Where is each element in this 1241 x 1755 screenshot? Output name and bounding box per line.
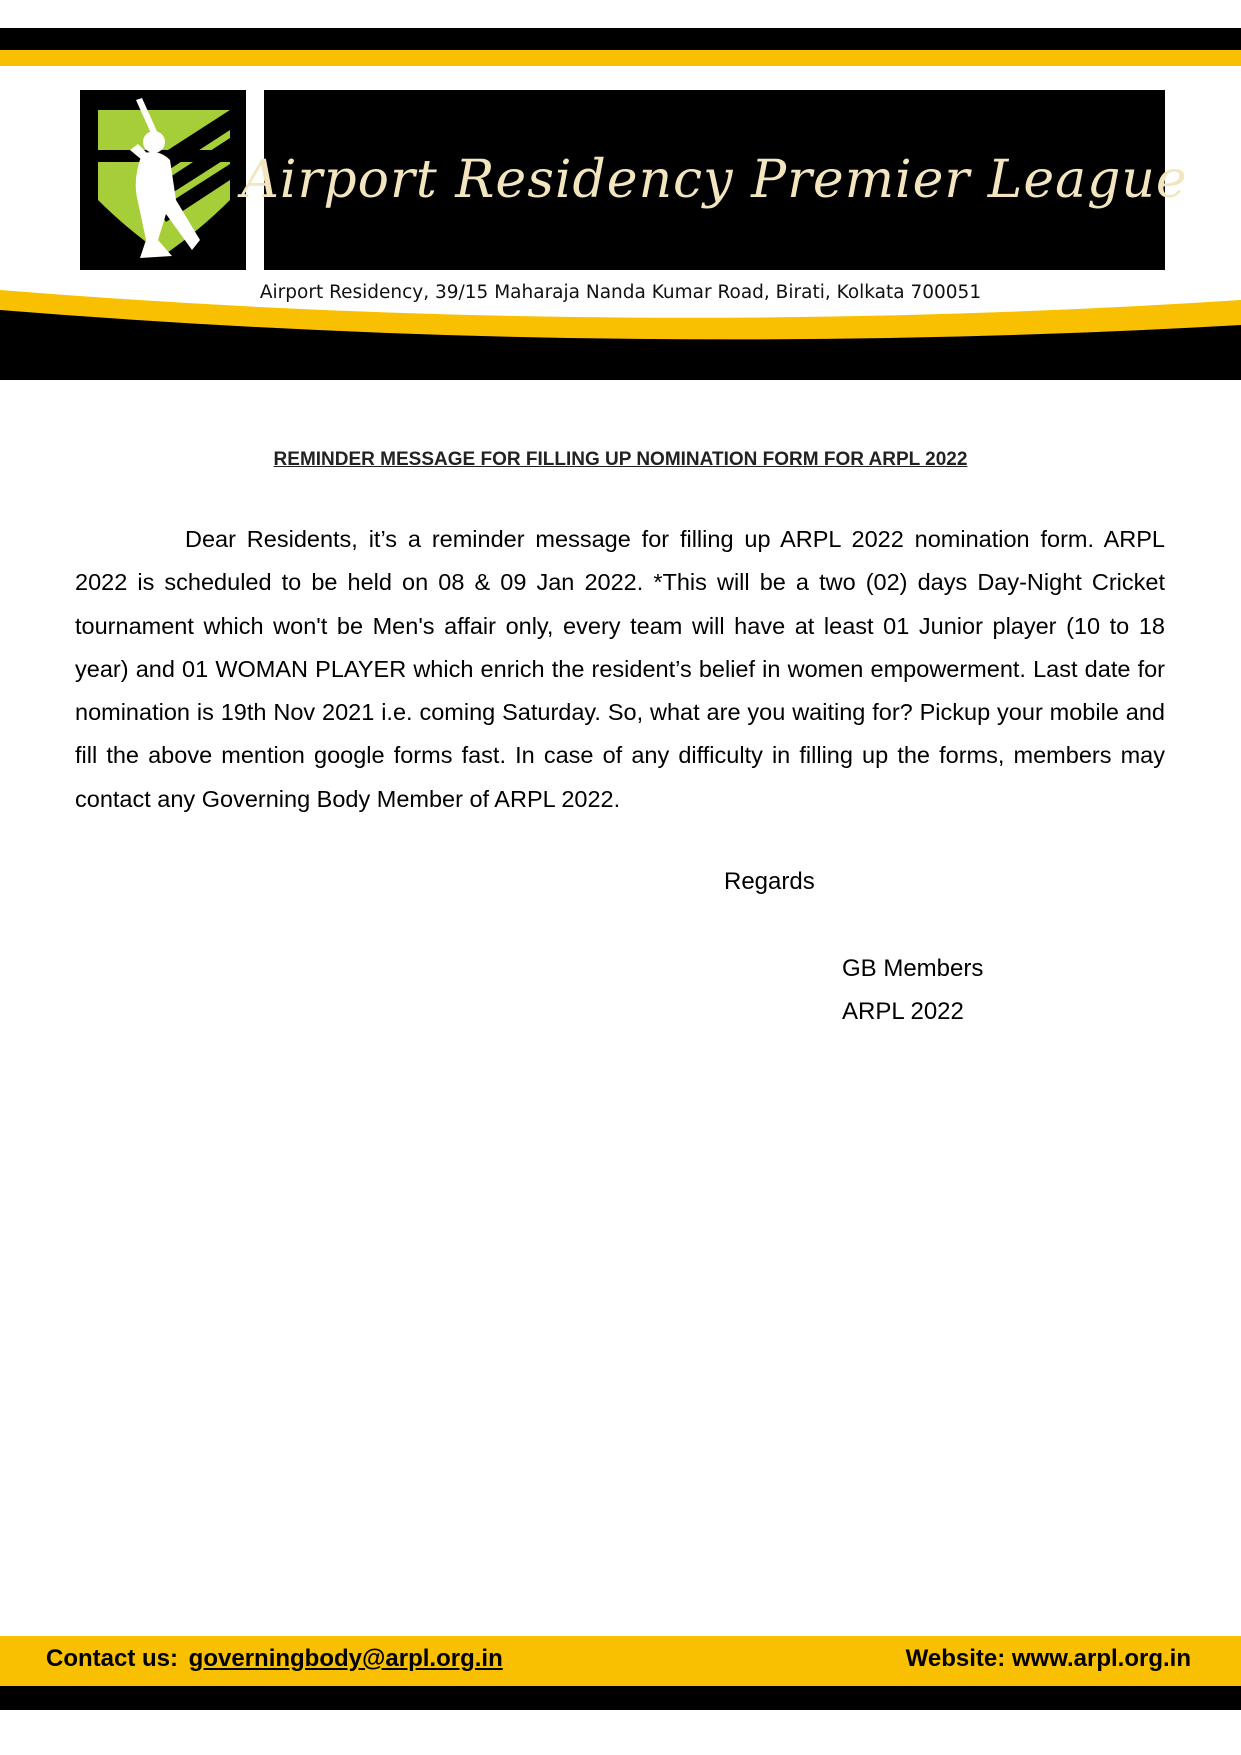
header-top-black-band (0, 28, 1241, 50)
footer-black-band (0, 1686, 1241, 1710)
website-label: Website: (905, 1645, 1006, 1672)
letter-closing: Regards (724, 868, 815, 895)
signature-line-1: GB Members (842, 955, 984, 982)
cricket-batsman-shield-icon (80, 90, 246, 270)
footer-contact (46, 1645, 503, 1673)
league-title-banner (241, 90, 1188, 270)
website-link[interactable]: www.arpl.org.in (1011, 1645, 1191, 1672)
letter-heading: REMINDER MESSAGE FOR FILLING UP NOMINATION FORM FOR ARPL 2022 (273, 449, 968, 470)
signature-line-2: ARPL 2022 (842, 998, 964, 1025)
header-top-yellow-band (0, 50, 1241, 66)
contact-label: Contact us: (46, 1645, 178, 1672)
header-swoosh-decoration (0, 290, 1241, 380)
header-address: Airport Residency, 39/15 Maharaja Nanda Kumar Road, Birati, Kolkata 700051 (259, 282, 982, 303)
league-title: Airport Residency Premier League (241, 150, 1188, 210)
letter-body: Dear Residents, it’s a reminder message for filling up ARPL 2022 nomination form. ARPL 2022 is scheduled to be held on 08 & 09 Jan 2022. *This will be a two (02) days Day-Night Cricket tournament which won't be Men's affair only, every team will have at least 01 Junior player (10 to 18 year) and 01 WOMAN PLAYER which enrich the resident’s belief in women empowerment. Last date for nomination is 19th Nov 2021 i.e. coming Saturday. So, what are you waiting for? Pickup your mobile and fill the above mention google forms fast. In case of any difficulty in filling up the forms, members may contact any Governing Body Member of ARPL 2022. (75, 526, 1165, 812)
footer-website (906, 1645, 1191, 1673)
contact-email-link[interactable]: governingbody@arpl.org.in (188, 1645, 503, 1672)
